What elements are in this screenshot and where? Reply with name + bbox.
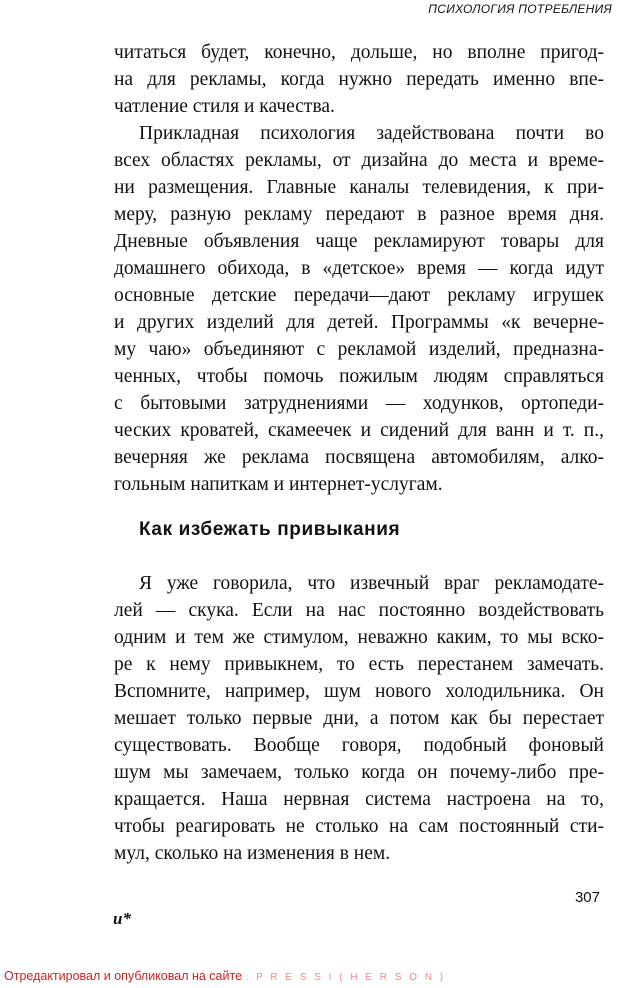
bottom-mark: и*: [113, 909, 131, 928]
text-line: шум мы замечаем, только когда он почему-либо пре-: [114, 762, 604, 783]
footer-site-link[interactable]: : P R E S S I ( H E R S O N ): [245, 972, 446, 983]
text-line: Дневные объявления чаще рекламируют товары для: [114, 231, 604, 252]
section-heading: Как избежать привыкания: [139, 519, 401, 540]
text-line: основные детские передачи—дают рекламу игрушек: [114, 285, 604, 306]
text-line: и других изделий для детей. Программы «к вечерне-: [114, 312, 604, 333]
running-header: ПСИХОЛОГИЯ ПОТРЕБЛЕНИЯ: [428, 2, 612, 16]
text-line: всех областях рекламы, от дизайна до места и време-: [114, 150, 604, 171]
text-line: Прикладная психология задействована почти во: [139, 123, 604, 144]
text-line: читаться будет, конечно, дольше, но вполне пригод-: [114, 42, 604, 63]
text-line: с бытовыми затруднениями — ходунков, ортопеди-: [114, 393, 604, 414]
text-line: существовать. Вообще говоря, подобный фоновый: [114, 735, 604, 756]
text-line: мешает только первые дни, а потом как бы перестает: [114, 708, 604, 729]
text-line: мул, сколько на изменения в нем.: [114, 843, 391, 864]
text-line: ческих кроватей, скамеечек и сидений для ванн и т. п.,: [114, 420, 604, 441]
text-line: лей — скука. Если на нас постоянно воздействовать: [114, 600, 604, 621]
text-line: ни размещения. Главные каналы телевидения, к при-: [114, 177, 604, 198]
text-line: гольным напиткам и интернет-услугам.: [114, 474, 443, 495]
text-line: Вспомните, например, шум нового холодильника. Он: [114, 681, 604, 702]
text-line: на для рекламы, когда нужно передать именно впе-: [114, 69, 604, 90]
page-number: 307: [574, 889, 600, 906]
footer-text: Отредактировал и опубликовал на сайте: [4, 969, 243, 983]
text-line: му чаю» объединяют с рекламой изделий, предназна-: [114, 339, 604, 360]
text-line: ченных, чтобы помочь пожилым людям справляться: [114, 366, 604, 387]
footer-credit: [4, 969, 446, 983]
text-line: домашнего обихода, в «детское» время — когда идут: [114, 258, 604, 279]
text-line: Я уже говорила, что извечный враг рекламодате-: [139, 573, 604, 594]
text-line: одним и тем же стимулом, неважно каким, то мы вско-: [114, 627, 604, 648]
text-line: чтобы реагировать не столько на сам постоянный сти-: [114, 816, 604, 837]
text-line: меру, разную рекламу передают в разное время дня.: [114, 204, 604, 225]
text-line: ре к нему привыкнем, то есть перестанем замечать.: [114, 654, 604, 675]
text-line: кращается. Наша нервная система настроена на то,: [114, 789, 604, 810]
text-line: вечерняя же реклама посвящена автомобилям, алко-: [114, 447, 604, 468]
text-line: чатление стиля и качества.: [114, 96, 335, 117]
